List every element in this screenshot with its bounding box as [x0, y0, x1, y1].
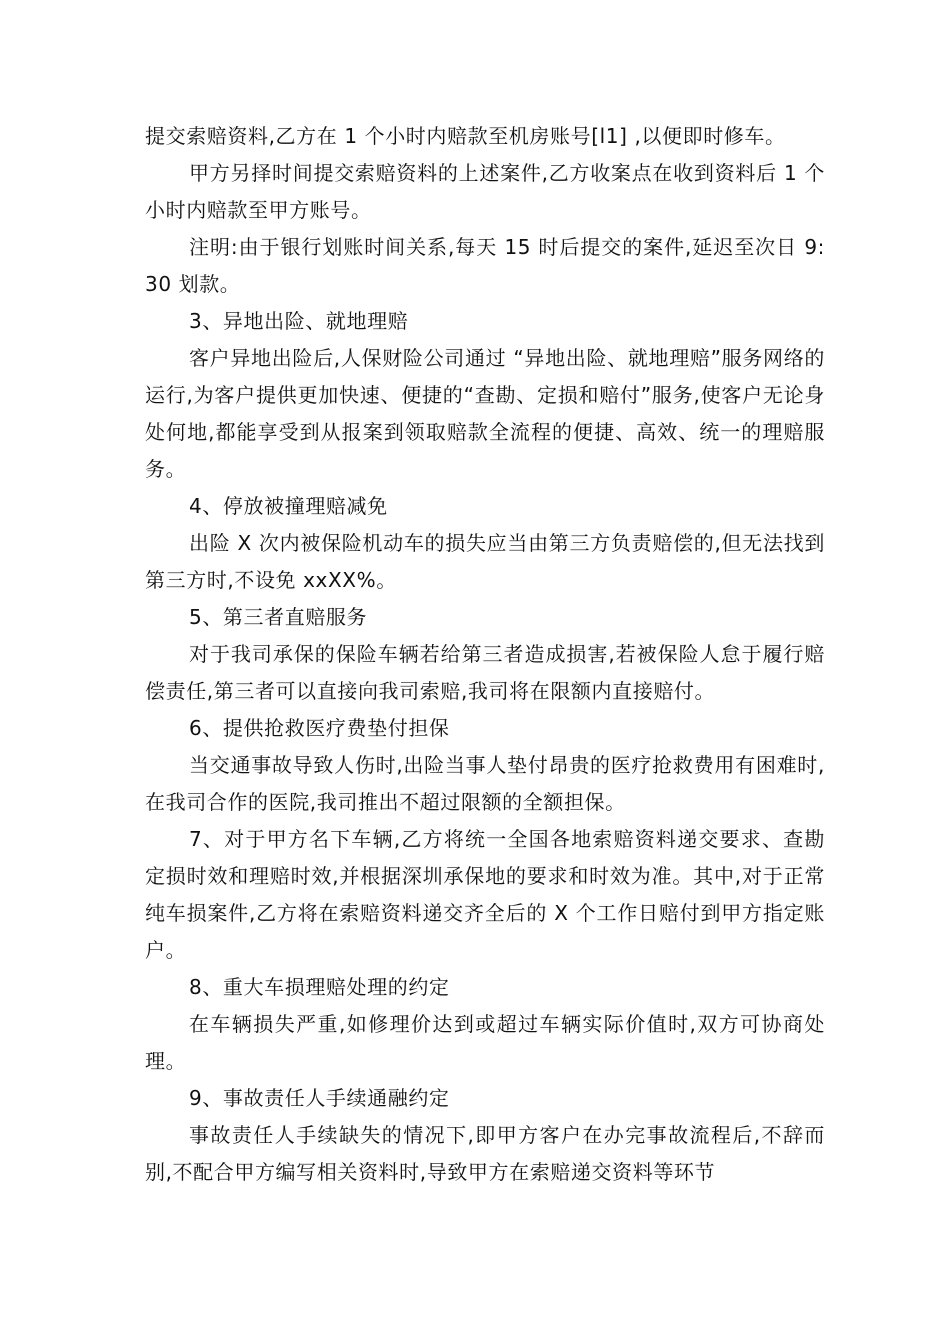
paragraph-continuation: 提交索赔资料,乙方在 1 个小时内赔款至机房账号[l1] ,以便即时修车。: [145, 124, 786, 148]
section-heading-6: 6、提供抢救医疗费垫付担保: [189, 716, 450, 740]
paragraph-body: 甲方另择时间提交索赔资料的上述案件,乙方收案点在收到资料后 1 个小时内赔款至甲方账号。: [145, 161, 825, 222]
paragraph-body: 事故责任人手续缺失的情况下,即甲方客户在办完事故流程后,不辞而别,不配合甲方编写相关资料时,导致甲方在索赔递交资料等环节: [145, 1123, 825, 1184]
paragraph-item-7: 7、对于甲方名下车辆,乙方将统一全国各地索赔资料递交要求、查勘定损时效和理赔时效,并根据深圳承保地的要求和时效为准。其中,对于正常纯车损案件,乙方将在索赔资料递交齐全后的 X 个工作日赔付到甲方指定账户。: [145, 827, 825, 962]
section-heading-4: 4、停放被撞理赔减免: [189, 494, 388, 518]
paragraph-body: 在车辆损失严重,如修理价达到或超过车辆实际价值时,双方可协商处理。: [145, 1012, 825, 1073]
section-heading-9: 9、事故责任人手续通融约定: [189, 1086, 450, 1110]
section-heading-5: 5、第三者直赔服务: [189, 605, 368, 629]
paragraph-note: 注明:由于银行划账时间关系,每天 15 时后提交的案件,延迟至次日 9:30 划款。: [145, 235, 825, 296]
paragraph-body: 客户异地出险后,人保财险公司通过 “异地出险、就地理赔”服务网络的运行,为客户提供更加快速、便捷的“查勘、定损和赔付”服务,使客户无论身处何地,都能享受到从报案到领取赔款全流程的便捷、高效、统一的理赔服务。: [145, 346, 825, 481]
paragraph-body: 对于我司承保的保险车辆若给第三者造成损害,若被保险人怠于履行赔偿责任,第三者可以直接向我司索赔,我司将在限额内直接赔付。: [145, 642, 825, 703]
paragraph-body: 当交通事故导致人伤时,出险当事人垫付昂贵的医疗抢救费用有困难时,在我司合作的医院,我司推出不超过限额的全额担保。: [145, 753, 825, 814]
section-heading-3: 3、异地出险、就地理赔: [189, 309, 409, 333]
section-heading-8: 8、重大车损理赔处理的约定: [189, 975, 450, 999]
document-body: [145, 118, 825, 1191]
paragraph-body: 出险 X 次内被保险机动车的损失应当由第三方负责赔偿的,但无法找到第三方时,不设免 xxXX%。: [145, 531, 825, 592]
